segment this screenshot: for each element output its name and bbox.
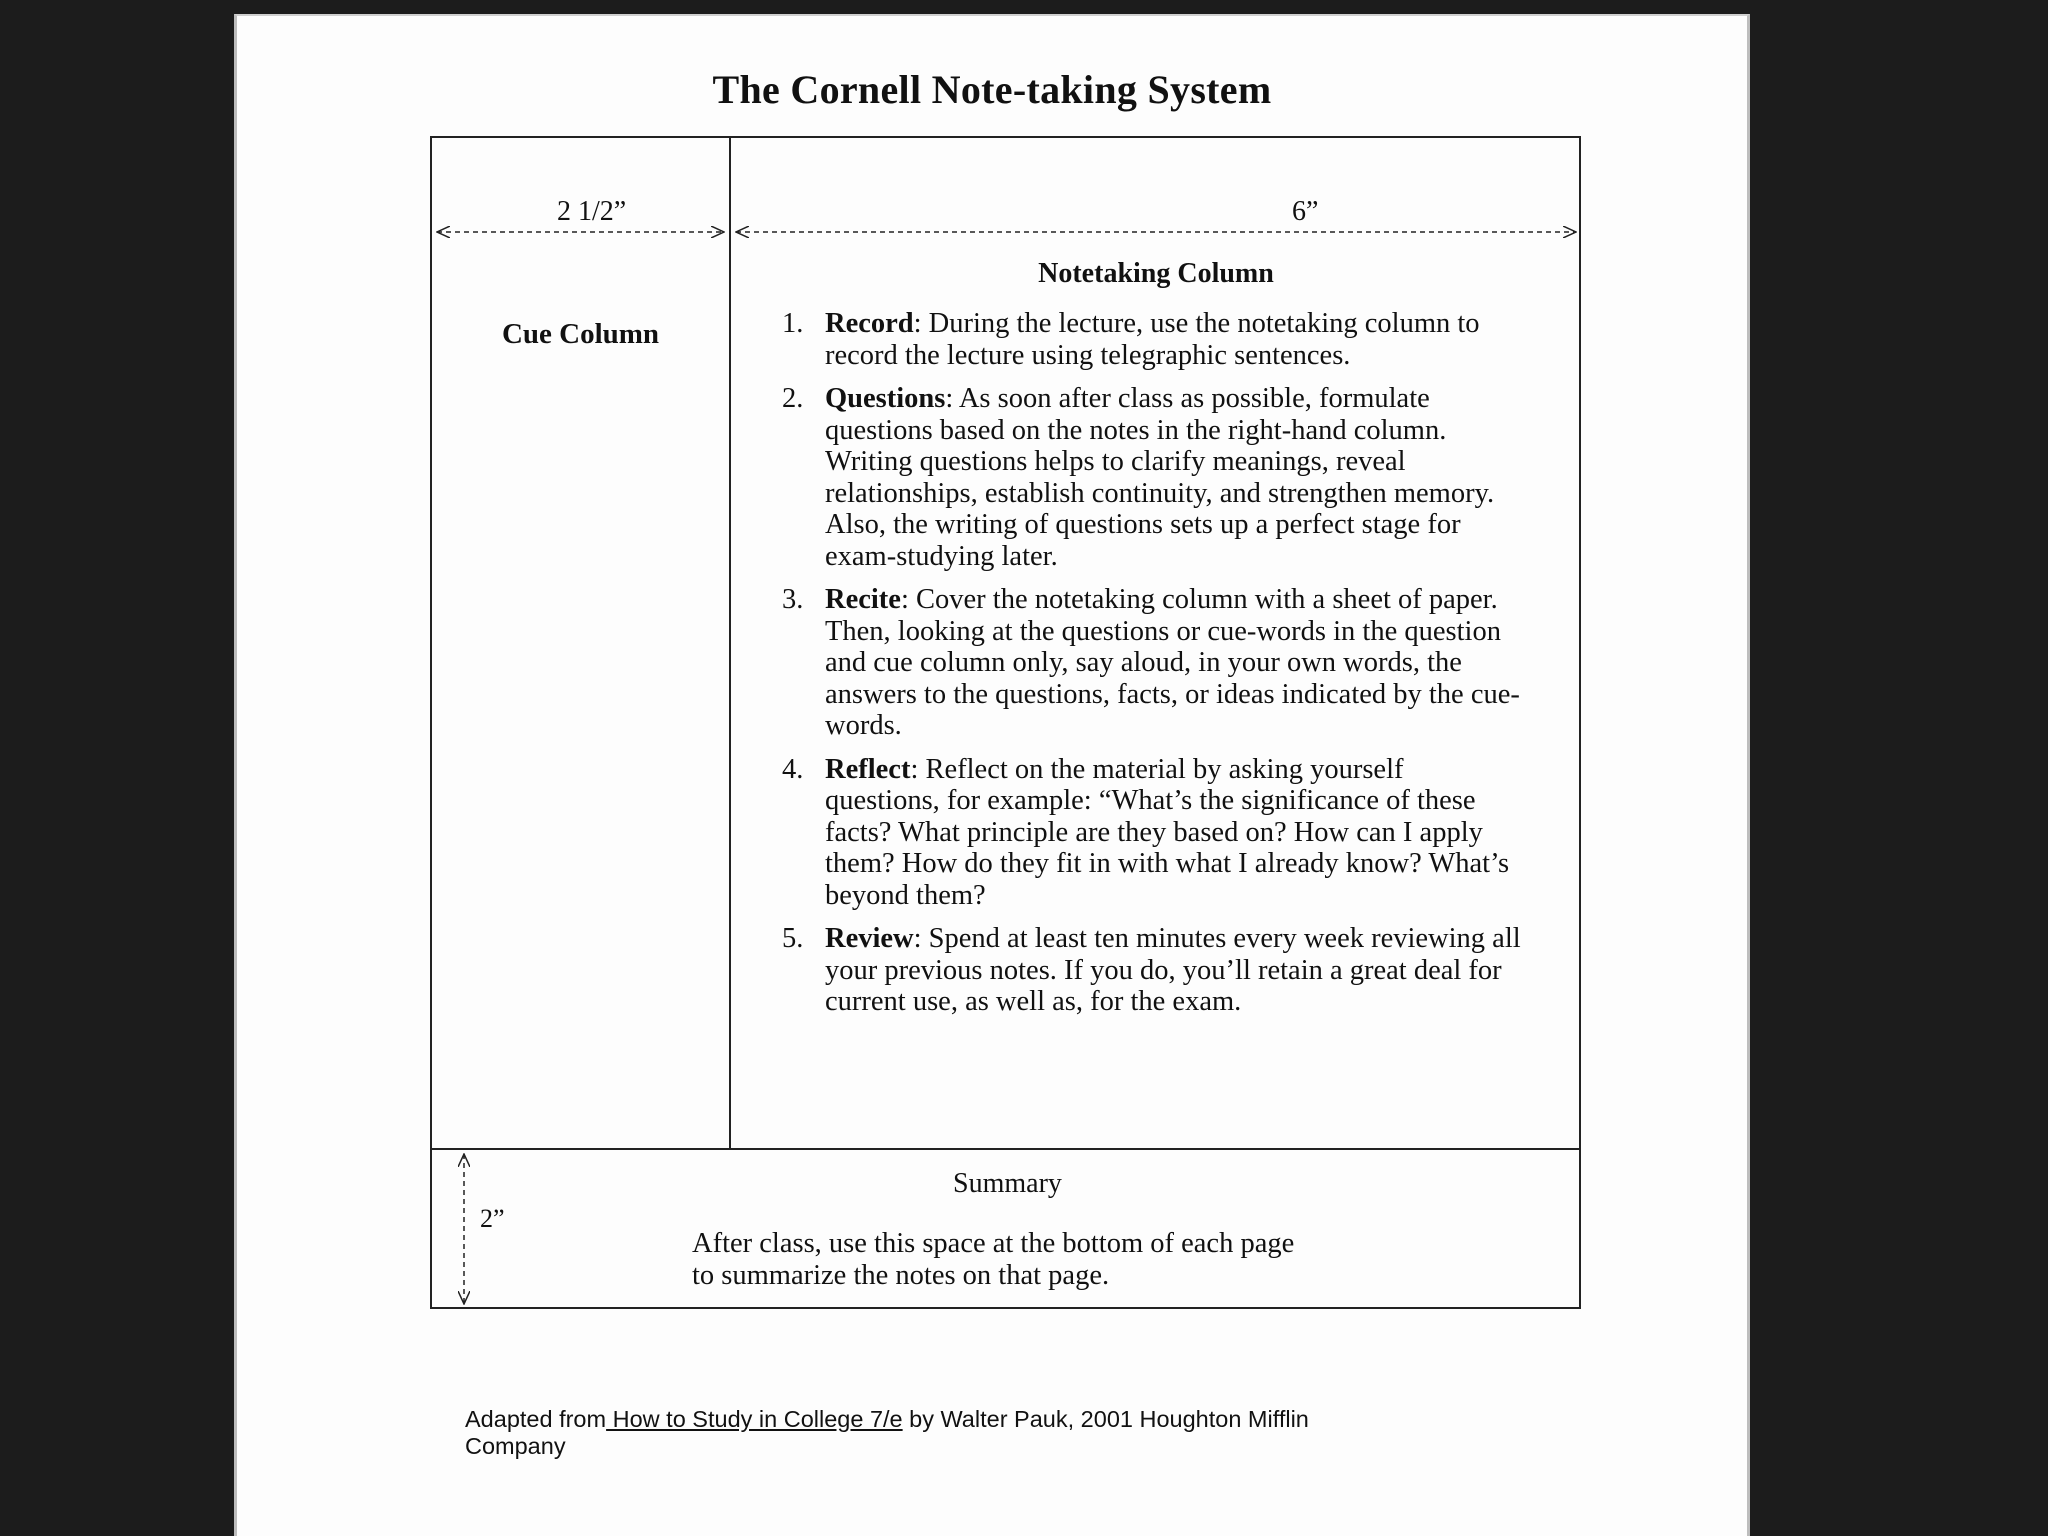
summary-description [692, 1228, 1452, 1292]
cue-column-label: Cue Column [501, 318, 660, 350]
step-term: Record [825, 308, 914, 339]
list-item [782, 308, 1522, 371]
summary-height-label: 2” [480, 1204, 505, 1233]
step-term: Reflect [825, 753, 911, 785]
list-item [782, 584, 1522, 742]
page-title: The Cornell Note-taking System [712, 67, 1272, 112]
notetaking-column-heading: Notetaking Column [1038, 258, 1274, 289]
step-number: 2. [782, 383, 804, 414]
list-item [782, 754, 1522, 912]
step-term: Recite [825, 584, 901, 615]
step-term: Questions [825, 383, 946, 414]
step-number: 3. [782, 584, 804, 615]
document-page [234, 14, 1750, 1536]
step-text: : Reflect on the material by asking yourself questions, for example: “What’s the significance of these facts? What principle are they based on? How can I apply them? How do they fit in with what I already know? What’s beyond them? [825, 753, 1510, 911]
step-number: 5. [782, 923, 804, 954]
credit-line2: Company [465, 1433, 566, 1459]
step-term: Review [825, 923, 914, 954]
cue-width-label: 2 1/2” [557, 196, 627, 227]
step-text: : Spend at least ten minutes every week reviewing all your previous notes. If you do, you’ll retain a great deal for current use, as well as, for the exam. [825, 923, 1521, 1017]
source-credit [465, 1406, 1465, 1460]
credit-prefix: Adapted from [465, 1406, 607, 1432]
summary-line: to summarize the notes on that page. [692, 1260, 1110, 1291]
notes-width-label: 6” [1292, 196, 1319, 227]
notetaking-steps-list [782, 308, 1522, 1030]
summary-heading: Summary [953, 1168, 1062, 1199]
step-text: : As soon after class as possible, formulate questions based on the notes in the right-hand column. Writing questions helps to clarify meanings, reveal relationships, establish continuity, and strengthen memory. Also, the writing of questions sets up a perfect stage for exam-studying later. [825, 383, 1495, 572]
list-item [782, 923, 1522, 1018]
step-number: 4. [782, 753, 804, 785]
cornell-layout-frame [430, 136, 1581, 1309]
credit-book-title: How to Study in College 7/e [606, 1406, 903, 1432]
list-item [782, 383, 1522, 572]
summary-line: After class, use this space at the bottom of each page [692, 1228, 1295, 1259]
credit-suffix: by Walter Pauk, 2001 Houghton Mifflin [902, 1406, 1309, 1432]
step-number: 1. [782, 308, 804, 339]
step-text: : Cover the notetaking column with a sheet of paper. Then, looking at the questions or cue-words in the question and cue column only, say aloud, in your own words, the answers to the questions, facts, or ideas indicated by the cue-words. [825, 584, 1520, 741]
step-text: : During the lecture, use the notetaking column to record the lecture using telegraphic sentences. [825, 308, 1480, 371]
